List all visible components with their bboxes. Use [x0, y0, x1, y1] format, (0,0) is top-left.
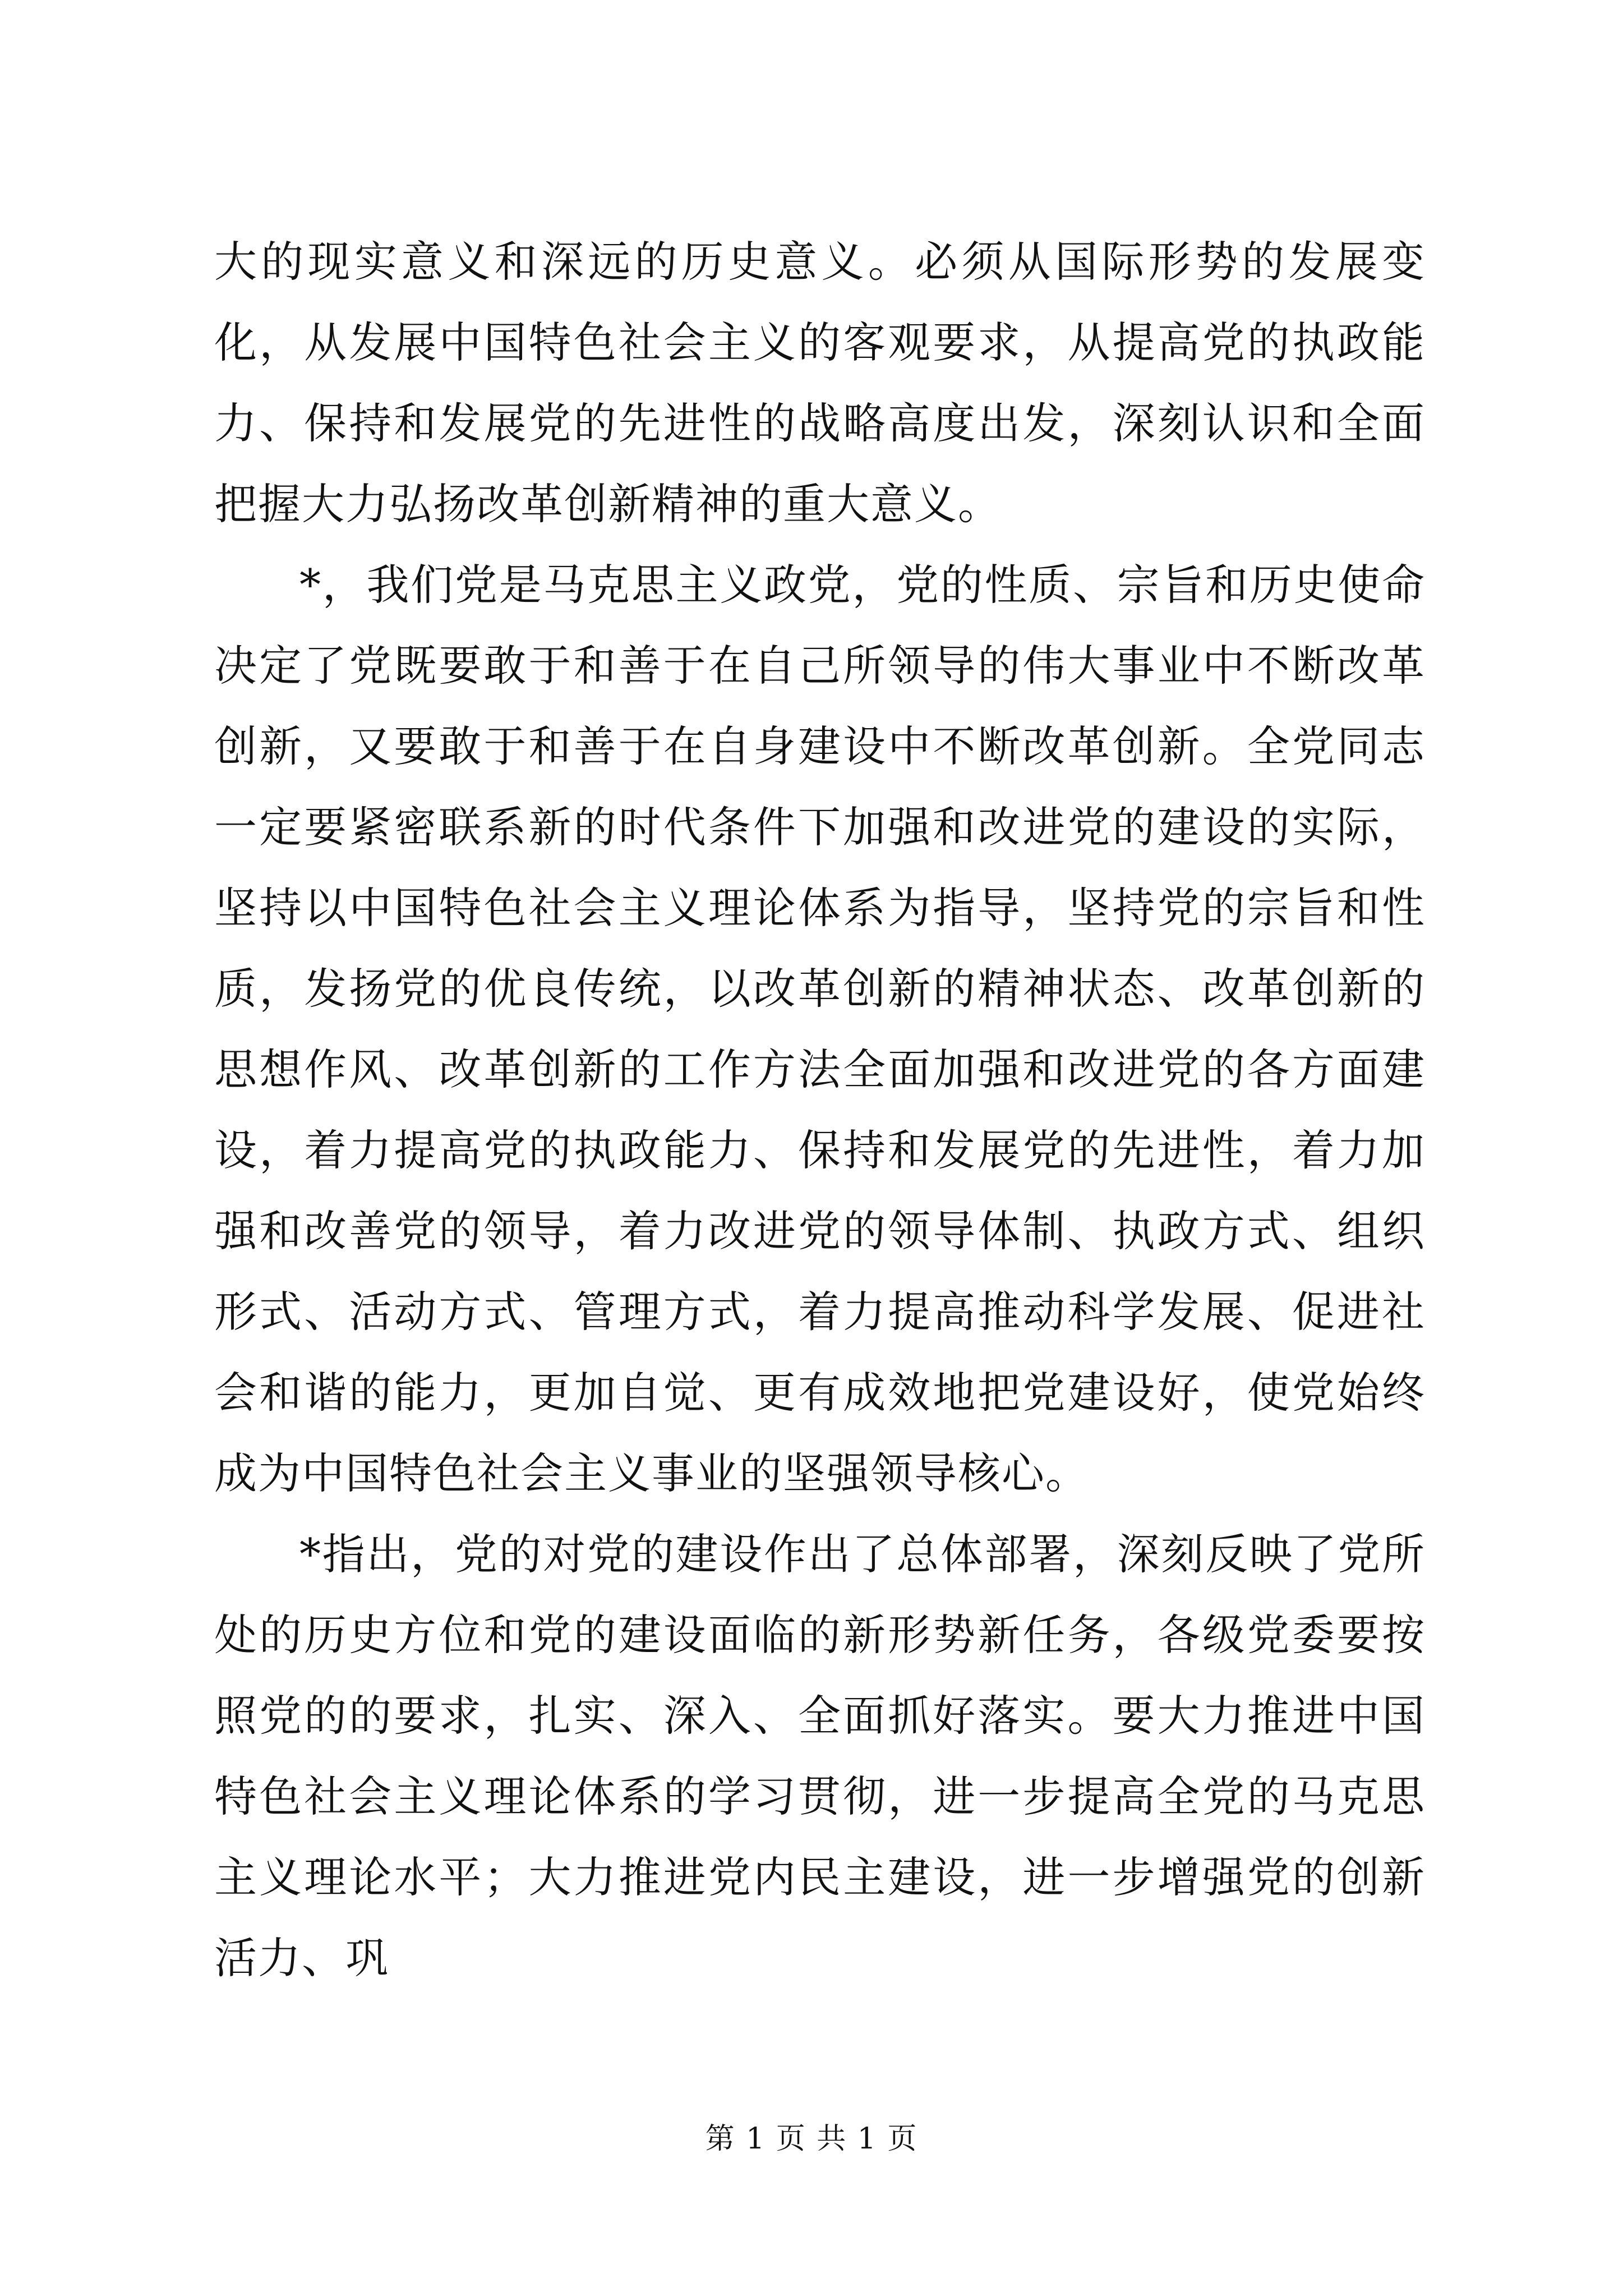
page-footer: 第 1 页 共 1 页: [705, 2122, 918, 2156]
paragraph-2: *，我们党是马克思主义政党，党的性质、宗旨和历史使命决定了党既要敢于和善于在自己所领导的伟大事业中不断改革创新，又要敢于和善于在自身建设中不断改革创新。全党同志一定要紧密联系新的时代条件下加强和改进党的建设的实际，坚持以中国特色社会主义理论体系为指导，坚持党的宗旨和性质，发扬党的优良传统，以改革创新的精神状态、改革创新的思想作风、改革创新的工作方法全面加强和改进党的各方面建设，着力提高党的执政能力、保持和发展党的先进性，着力加强和改善党的领导，着力改进党的领导体制、执政方式、组织形式、活动方式、管理方式，着力提高推动科学发展、促进社会和谐的能力，更加自觉、更有成效地把党建设好，使党始终成为中国特色社会主义事业的坚强领导核心。: [214, 560, 1426, 1498]
paragraph-3: *指出，党的对党的建设作出了总体部署，深刻反映了党所处的历史方位和党的建设面临的新形势新任务，各级党委要按照党的的要求，扎实、深入、全面抓好落实。要大力推进中国特色社会主义理论体系的学习贯彻，进一步提高全党的马克思主义理论水平；大力推进党内民主建设，进一步增强党的创新活力、巩: [214, 1529, 1426, 1983]
document-body: [214, 222, 1426, 1999]
paragraph-1: 大的现实意义和深远的历史意义。必须从国际形势的发展变化，从发展中国特色社会主义的客观要求，从提高党的执政能力、保持和发展党的先进性的战略高度出发，深刻认识和全面把握大力弘扬改革创新精神的重大意义。: [214, 237, 1426, 529]
